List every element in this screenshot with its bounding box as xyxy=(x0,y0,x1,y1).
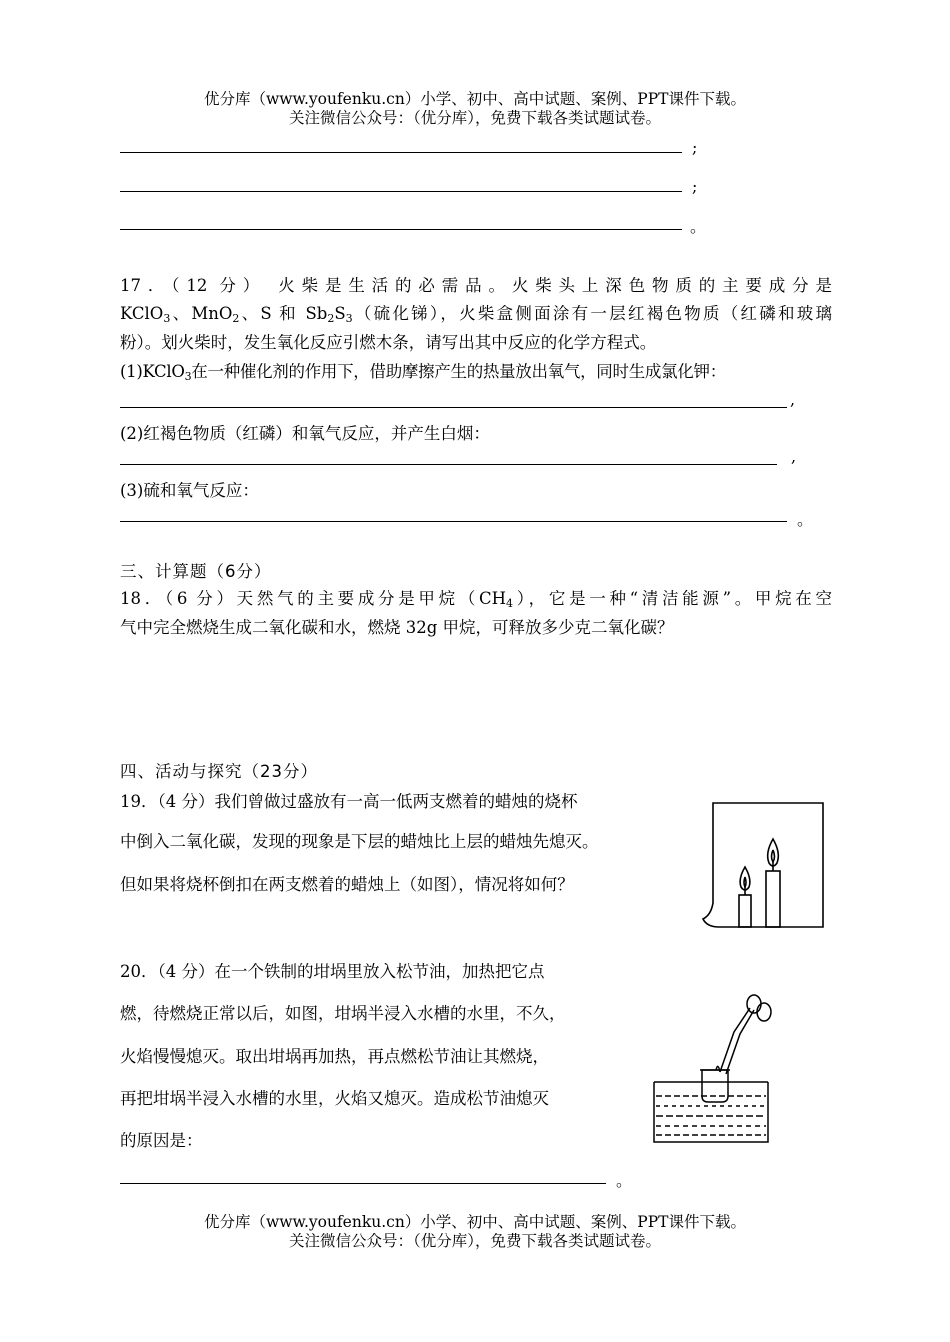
q17-part-2: (2)红褐色物质（红磷）和氧气反应，并产生白烟： xyxy=(120,424,490,443)
q17-part-3: (3)硫和氧气反应： xyxy=(120,481,259,500)
q18-line-1: 18．（6 分）天然气的主要成分是甲烷$(CH_4)$，它是一种“清洁能源”。甲烷在空 xyxy=(120,589,832,610)
answer-line-punct: ; xyxy=(692,138,698,157)
section-4-title: 四、活动与探究（23分） xyxy=(120,762,318,781)
header-line-2: 关注微信公众号：（优分库），免费下载各类试题试卷。 xyxy=(288,109,661,127)
answer-line-punct: ; xyxy=(692,177,698,196)
footer-line-2: 关注微信公众号：（优分库），免费下载各类试题试卷。 xyxy=(288,1232,661,1250)
q20-line-4: 再把坩埚半浸入水槽的水里，火焰又熄灭。造成松节油熄灭 xyxy=(120,1089,549,1108)
q17-line-3: 粉）。划火柴时，发生氧化反应引燃木条，请写出其中反应的化学方程式。 xyxy=(120,333,657,352)
footer-line-1: 优分库（www.youfenku.cn）小学、初中、高中试题、案例、PPT课件下载。 xyxy=(203,1213,747,1231)
q20-line-5: 的原因是： xyxy=(120,1131,203,1150)
q19-line-2: 中倒入二氧化碳，发现的现象是下层的蜡烛比上层的蜡烛先熄灭。 xyxy=(120,832,599,851)
candles-beaker-figure xyxy=(695,795,830,937)
answer-line-punct: , xyxy=(790,390,796,409)
q17-part-1: (1)KClO$_3$在一种催化剂的作用下，借助摩擦产生的热量放出氧气，同时生成氯化钾： xyxy=(120,362,726,383)
answer-line[interactable] xyxy=(120,229,682,230)
answer-line-q20[interactable] xyxy=(120,1183,606,1184)
answer-line[interactable] xyxy=(120,152,682,153)
q19-line-3: 但如果将烧杯倒扣在两支燃着的蜡烛上（如图），情况将如何？ xyxy=(120,875,574,894)
section-3-title: 三、计算题（6分） xyxy=(120,562,272,581)
answer-line[interactable] xyxy=(120,191,682,192)
q20-line-3: 火焰慢慢熄灭。取出坩埚再加热，再点燃松节油让其燃烧， xyxy=(120,1047,549,1066)
q17-line-2: KClO$_3$、MnO$_2$、S 和 $Sb_2S_3$（硫化锑），火柴盒侧面涂有一层红褐色物质（红磷和玻璃 xyxy=(120,304,832,325)
q18-line-2: 气中完全燃烧生成二氧化碳和水，燃烧 32g 甲烷，可释放多少克二氧化碳？ xyxy=(120,618,674,637)
answer-line-punct: 。 xyxy=(690,217,707,236)
answer-line-punct: 。 xyxy=(616,1171,633,1190)
answer-line-punct: , xyxy=(791,447,797,466)
answer-line-q17-1[interactable] xyxy=(120,407,787,408)
answer-line-q17-2[interactable] xyxy=(120,464,777,465)
answer-line-q17-3[interactable] xyxy=(120,521,787,522)
q19-line-1: 19．（4 分）我们曾做过盛放有一高一低两支燃着的蜡烛的烧杯 xyxy=(120,792,578,811)
crucible-trough-figure xyxy=(650,992,775,1147)
q20-line-1: 20．（4 分）在一个铁制的坩埚里放入松节油，加热把它点 xyxy=(120,962,545,981)
answer-line-punct: 。 xyxy=(797,510,814,529)
q20-line-2: 燃，待燃烧正常以后，如图，坩埚半浸入水槽的水里，不久， xyxy=(120,1004,566,1023)
header-line-1: 优分库（www.youfenku.cn）小学、初中、高中试题、案例、PPT课件下载。 xyxy=(203,90,747,108)
q17-line-1: 17．（12 分） 火柴是生活的必需品。火柴头上深色物质的主要成分是 xyxy=(120,276,832,295)
